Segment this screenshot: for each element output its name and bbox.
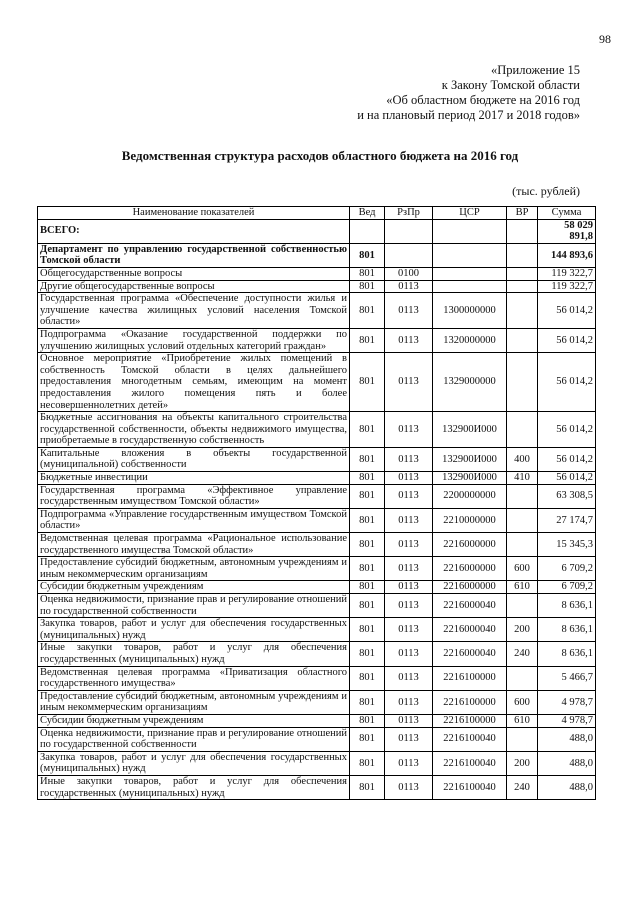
cell-sum: 5 466,7 — [538, 666, 596, 690]
table-row — [38, 472, 596, 485]
cell-name: Бюджетные ассигнования на объекты капитального строительства государственной собственности, объекты недвижимого имущества, приобретаемые в государственную собственность — [38, 412, 350, 448]
cell-name: Оценка недвижимости, признание прав и регулирование отношений по государственной собственности — [38, 594, 350, 618]
cell-name: Государственная программа «Обеспечение доступности жилья и улучшение качества жилищных условий населения Томской области» — [38, 293, 350, 329]
cell-rzpr: 0113 — [385, 484, 433, 508]
cell-rzpr: 0113 — [385, 642, 433, 666]
table-row — [38, 690, 596, 714]
table-row — [38, 714, 596, 727]
cell-vr — [507, 243, 538, 267]
appendix-line: «Приложение 15 — [491, 63, 580, 77]
table-row — [38, 581, 596, 594]
cell-sum: 8 636,1 — [538, 642, 596, 666]
cell-ved: 801 — [350, 751, 385, 775]
cell-sum: 56 014,2 — [538, 293, 596, 329]
cell-ved: 801 — [350, 775, 385, 799]
cell-csr: 2216100040 — [433, 727, 507, 751]
cell-csr — [433, 243, 507, 267]
cell-vr: 610 — [507, 714, 538, 727]
cell-csr: 1329000000 — [433, 353, 507, 412]
cell-sum: 56 014,2 — [538, 447, 596, 471]
cell-sum: 58 029 891,8 — [538, 219, 596, 243]
table-row — [38, 280, 596, 293]
cell-vr: 240 — [507, 642, 538, 666]
cell-name: Капитальные вложения в объекты государственной (муниципальной) собственности — [38, 447, 350, 471]
cell-sum: 119 322,7 — [538, 280, 596, 293]
cell-rzpr: 0113 — [385, 557, 433, 581]
cell-csr: 2216100000 — [433, 714, 507, 727]
cell-csr — [433, 219, 507, 243]
cell-ved: 801 — [350, 727, 385, 751]
cell-vr — [507, 280, 538, 293]
cell-ved: 801 — [350, 594, 385, 618]
cell-rzpr: 0113 — [385, 775, 433, 799]
cell-vr: 400 — [507, 447, 538, 471]
cell-csr: 132900И000 — [433, 447, 507, 471]
cell-sum: 56 014,2 — [538, 472, 596, 485]
header-name: Наименование показателей — [38, 207, 350, 220]
table-row — [38, 328, 596, 352]
cell-rzpr — [385, 243, 433, 267]
cell-vr — [507, 412, 538, 448]
cell-ved: 801 — [350, 447, 385, 471]
cell-vr: 610 — [507, 581, 538, 594]
cell-name: Другие общегосударственные вопросы — [38, 280, 350, 293]
cell-ved: 801 — [350, 618, 385, 642]
table-row — [38, 219, 596, 243]
table-header-row — [38, 207, 596, 220]
cell-vr — [507, 508, 538, 532]
cell-csr: 132900И000 — [433, 472, 507, 485]
cell-csr: 2216100040 — [433, 751, 507, 775]
cell-csr: 2216000000 — [433, 581, 507, 594]
cell-name: Общегосударственные вопросы — [38, 267, 350, 280]
cell-csr: 2216100040 — [433, 775, 507, 799]
cell-name: Государственная программа «Эффективное управление государственным имуществом Томской области» — [38, 484, 350, 508]
cell-sum: 488,0 — [538, 751, 596, 775]
cell-ved: 801 — [350, 714, 385, 727]
cell-rzpr: 0113 — [385, 353, 433, 412]
header-ved: Вед — [350, 207, 385, 220]
cell-rzpr: 0113 — [385, 727, 433, 751]
cell-vr — [507, 328, 538, 352]
cell-vr — [507, 727, 538, 751]
cell-rzpr: 0100 — [385, 267, 433, 280]
table-row — [38, 484, 596, 508]
cell-sum: 8 636,1 — [538, 594, 596, 618]
cell-ved: 801 — [350, 690, 385, 714]
cell-name: Основное мероприятие «Приобретение жилых помещений в собственность Томской области в целях дальнейшего предоставления многодетным семьям, имеющим на момент предоставления жилого помещения пять и более несовершеннолетних детей» — [38, 353, 350, 412]
cell-name: Бюджетные инвестиции — [38, 472, 350, 485]
cell-name: Ведомственная целевая программа «Приватизация областного государственного имущества» — [38, 666, 350, 690]
cell-ved: 801 — [350, 508, 385, 532]
cell-csr: 2210000000 — [433, 508, 507, 532]
cell-name: Иные закупки товаров, работ и услуг для обеспечения государственных (муниципальных) нужд — [38, 775, 350, 799]
table-row — [38, 508, 596, 532]
cell-sum: 15 345,3 — [538, 533, 596, 557]
cell-sum: 56 014,2 — [538, 353, 596, 412]
document-title: Ведомственная структура расходов областного бюджета на 2016 год — [121, 148, 519, 163]
table-row — [38, 594, 596, 618]
cell-rzpr: 0113 — [385, 280, 433, 293]
table-row — [38, 775, 596, 799]
table-row — [38, 412, 596, 448]
cell-sum: 6 709,2 — [538, 557, 596, 581]
cell-vr — [507, 353, 538, 412]
cell-rzpr: 0113 — [385, 714, 433, 727]
cell-rzpr: 0113 — [385, 666, 433, 690]
header-sum: Сумма — [538, 207, 596, 220]
cell-rzpr: 0113 — [385, 447, 433, 471]
cell-csr: 2216000040 — [433, 594, 507, 618]
cell-vr: 200 — [507, 618, 538, 642]
cell-rzpr — [385, 219, 433, 243]
cell-name: Предоставление субсидий бюджетным, автономным учреждениям и иным некоммерческим организациям — [38, 690, 350, 714]
cell-csr: 1300000000 — [433, 293, 507, 329]
cell-csr: 2216100000 — [433, 690, 507, 714]
cell-ved — [350, 219, 385, 243]
cell-sum: 56 014,2 — [538, 412, 596, 448]
cell-csr: 2216100000 — [433, 666, 507, 690]
cell-ved: 801 — [350, 267, 385, 280]
cell-name: Предоставление субсидий бюджетным, автономным учреждениям и иным некоммерческим организациям — [38, 557, 350, 581]
cell-name: Закупка товаров, работ и услуг для обеспечения государственных (муниципальных) нужд — [38, 618, 350, 642]
cell-csr: 2200000000 — [433, 484, 507, 508]
cell-name: Оценка недвижимости, признание прав и регулирование отношений по государственной собственности — [38, 727, 350, 751]
cell-vr: 600 — [507, 557, 538, 581]
cell-rzpr: 0113 — [385, 412, 433, 448]
table-row — [38, 557, 596, 581]
cell-sum: 27 174,7 — [538, 508, 596, 532]
cell-vr: 240 — [507, 775, 538, 799]
cell-sum: 144 893,6 — [538, 243, 596, 267]
cell-csr: 2216000040 — [433, 618, 507, 642]
cell-rzpr: 0113 — [385, 533, 433, 557]
cell-name: Подпрограмма «Оказание государственной поддержки по улучшению жилищных условий отдельных категорий граждан» — [38, 328, 350, 352]
cell-vr — [507, 533, 538, 557]
table-row — [38, 267, 596, 280]
cell-name: Ведомственная целевая программа «Рациональное использование государственного имущества Томской области» — [38, 533, 350, 557]
cell-name: Департамент по управлению государственной собственностью Томской области — [38, 243, 350, 267]
cell-sum: 119 322,7 — [538, 267, 596, 280]
cell-vr — [507, 293, 538, 329]
cell-name: Иные закупки товаров, работ и услуг для обеспечения государственных (муниципальных) нужд — [38, 642, 350, 666]
cell-name: Субсидии бюджетным учреждениям — [38, 581, 350, 594]
cell-vr: 200 — [507, 751, 538, 775]
table-row — [38, 533, 596, 557]
header-rzpr: РзПр — [385, 207, 433, 220]
cell-sum: 488,0 — [538, 727, 596, 751]
cell-rzpr: 0113 — [385, 472, 433, 485]
cell-rzpr: 0113 — [385, 594, 433, 618]
cell-vr — [507, 594, 538, 618]
cell-rzpr: 0113 — [385, 328, 433, 352]
cell-csr: 2216000000 — [433, 533, 507, 557]
cell-ved: 801 — [350, 557, 385, 581]
table-row — [38, 618, 596, 642]
cell-vr — [507, 219, 538, 243]
cell-name: Субсидии бюджетным учреждениям — [38, 714, 350, 727]
cell-sum: 63 308,5 — [538, 484, 596, 508]
cell-name: ВСЕГО: — [38, 219, 350, 243]
cell-ved: 801 — [350, 533, 385, 557]
cell-ved: 801 — [350, 328, 385, 352]
header-csr: ЦСР — [433, 207, 507, 220]
cell-vr — [507, 267, 538, 280]
cell-ved: 801 — [350, 280, 385, 293]
cell-vr — [507, 666, 538, 690]
table-row — [38, 666, 596, 690]
budget-table — [37, 206, 596, 800]
cell-csr: 1320000000 — [433, 328, 507, 352]
cell-sum: 6 709,2 — [538, 581, 596, 594]
header-vr: ВР — [507, 207, 538, 220]
cell-rzpr: 0113 — [385, 508, 433, 532]
cell-rzpr: 0113 — [385, 618, 433, 642]
cell-ved: 801 — [350, 353, 385, 412]
page-number: 98 — [599, 32, 611, 46]
cell-vr — [507, 484, 538, 508]
table-row — [38, 751, 596, 775]
cell-ved: 801 — [350, 472, 385, 485]
table-row — [38, 353, 596, 412]
cell-sum: 4 978,7 — [538, 714, 596, 727]
cell-sum: 8 636,1 — [538, 618, 596, 642]
appendix-line: «Об областном бюджете на 2016 год — [386, 93, 580, 107]
cell-vr: 410 — [507, 472, 538, 485]
table-row — [38, 447, 596, 471]
cell-csr — [433, 267, 507, 280]
cell-ved: 801 — [350, 642, 385, 666]
cell-csr: 2216000000 — [433, 557, 507, 581]
cell-ved: 801 — [350, 412, 385, 448]
table-row — [38, 293, 596, 329]
cell-ved: 801 — [350, 243, 385, 267]
cell-rzpr: 0113 — [385, 581, 433, 594]
cell-rzpr: 0113 — [385, 293, 433, 329]
cell-rzpr: 0113 — [385, 751, 433, 775]
cell-csr: 132900И000 — [433, 412, 507, 448]
cell-rzpr: 0113 — [385, 690, 433, 714]
table-row — [38, 243, 596, 267]
cell-ved: 801 — [350, 293, 385, 329]
cell-ved: 801 — [350, 484, 385, 508]
cell-sum: 488,0 — [538, 775, 596, 799]
appendix-line: и на плановый период 2017 и 2018 годов» — [357, 108, 580, 122]
cell-csr — [433, 280, 507, 293]
cell-sum: 56 014,2 — [538, 328, 596, 352]
table-row — [38, 642, 596, 666]
cell-sum: 4 978,7 — [538, 690, 596, 714]
cell-name: Подпрограмма «Управление государственным имуществом Томской области» — [38, 508, 350, 532]
appendix-line: к Закону Томской области — [441, 78, 580, 92]
cell-ved: 801 — [350, 666, 385, 690]
cell-vr: 600 — [507, 690, 538, 714]
units-label: (тыс. рублей) — [512, 184, 580, 198]
appendix-header — [357, 63, 580, 123]
cell-ved: 801 — [350, 581, 385, 594]
table-row — [38, 727, 596, 751]
cell-name: Закупка товаров, работ и услуг для обеспечения государственных (муниципальных) нужд — [38, 751, 350, 775]
cell-csr: 2216000040 — [433, 642, 507, 666]
